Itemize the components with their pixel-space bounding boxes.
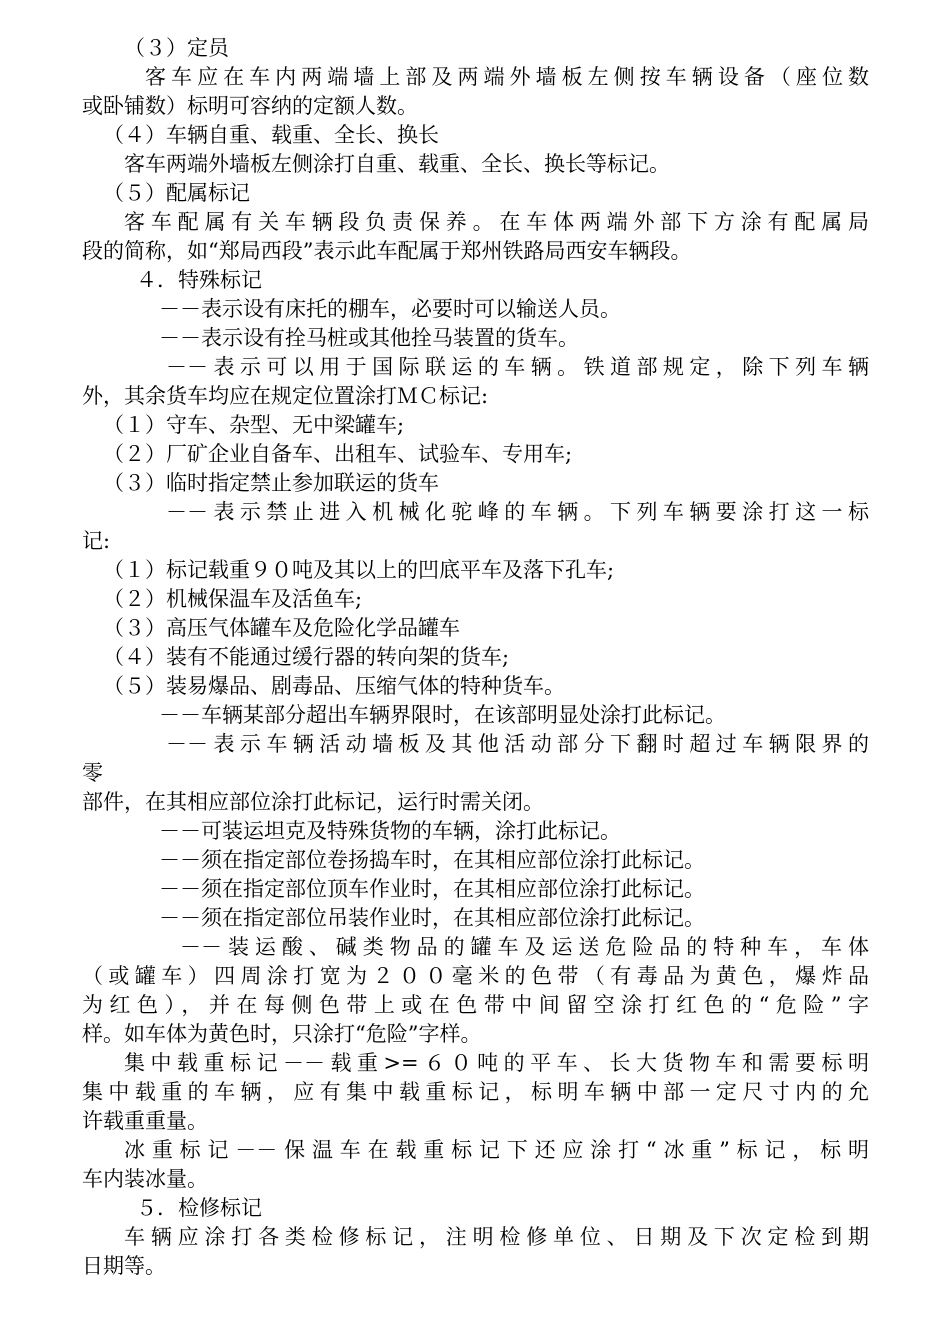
section-heading: ５．检修标记	[136, 1196, 262, 1220]
text-line: （１）标记载重９０吨及其以上的凹底平车及落下孔车;	[103, 558, 615, 582]
text-line: －－须在指定部位卷扬捣车时，在其相应部位涂打此标记。	[159, 848, 705, 872]
text-line: （３）临时指定禁止参加联运的货车	[103, 471, 439, 495]
text-line: 零	[82, 761, 103, 785]
text-line: （或罐车）四周涂打宽为２００毫米的色带（有毒品为黄色，爆炸品	[82, 964, 869, 988]
section-heading: ４．特殊标记	[136, 268, 262, 292]
text-line: （５）装易爆品、剧毒品、压缩气体的特种货车。	[103, 674, 565, 698]
text-line: 集中载重标记－－载重>=６０吨的平车、长大货物车和需要标明	[124, 1051, 869, 1075]
text-line: －－车辆某部分超出车辆界限时，在该部明显处涂打此标记。	[159, 703, 726, 727]
text-line: 或卧铺数）标明可容纳的定额人数。	[82, 94, 418, 118]
text-line: －－表示设有床托的棚车，必要时可以输送人员。	[159, 297, 621, 321]
text-line: 客车应在车内两端墙上部及两端外墙板左侧按车辆设备（座位数	[145, 65, 869, 89]
text-line: －－表示车辆活动墙板及其他活动部分下翻时超过车辆限界的	[166, 732, 869, 756]
text-line: 客车配属有关车辆段负责保养。在车体两端外部下方涂有配属局	[124, 210, 869, 234]
text-line: －－表示可以用于国际联运的车辆。铁道部规定，除下列车辆	[166, 355, 869, 379]
text-line: （５）配属标记	[103, 181, 250, 205]
text-line: （３）高压气体罐车及危险化学品罐车	[103, 616, 460, 640]
text-line: （１）守车、杂型、无中梁罐车;	[103, 413, 405, 437]
text-line: 外，其余货车均应在规定位置涂打ＭＣ标记:	[82, 384, 489, 408]
text-line: 冰重标记－－保温车在载重标记下还应涂打“冰重”标记，标明	[124, 1138, 869, 1162]
text-line: 车辆应涂打各类检修标记，注明检修单位、日期及下次定检到期	[124, 1225, 869, 1249]
text-line: 集中载重的车辆，应有集中载重标记，标明车辆中部一定尺寸内的允	[82, 1080, 869, 1104]
text-line: （４）车辆自重、载重、全长、换长	[103, 123, 439, 147]
text-line: －－装运酸、碱类物品的罐车及运送危险品的特种车，车体	[180, 935, 869, 959]
text-line: －－可装运坦克及特殊货物的车辆，涂打此标记。	[159, 819, 621, 843]
text-line: 日期等。	[82, 1254, 166, 1278]
text-line: 为红色），并在每侧色带上或在色带中间留空涂打红色的“危险”字	[82, 993, 869, 1017]
text-line: －－表示设有拴马桩或其他拴马装置的货车。	[159, 326, 579, 350]
text-line: －－须在指定部位顶车作业时，在其相应部位涂打此标记。	[159, 877, 705, 901]
text-line: 记:	[82, 529, 111, 553]
text-line: －－表示禁止进入机械化驼峰的车辆。下列车辆要涂打这一标	[166, 500, 869, 524]
text-line: 许载重重量。	[82, 1109, 208, 1133]
text-line: （３）定员	[124, 36, 229, 60]
text-line: 段的简称，如“郑局西段”表示此车配属于郑州铁路局西安车辆段。	[82, 239, 692, 263]
text-line: （４）装有不能通过缓行器的转向架的货车;	[103, 645, 510, 669]
text-line: －－须在指定部位吊装作业时，在其相应部位涂打此标记。	[159, 906, 705, 930]
text-line: 客车两端外墙板左侧涂打自重、载重、全长、换长等标记。	[124, 152, 670, 176]
text-line: （２）厂矿企业自备车、出租车、试验车、专用车;	[103, 442, 573, 466]
text-line: （２）机械保温车及活鱼车;	[103, 587, 363, 611]
text-line: 车内装冰量。	[82, 1167, 208, 1191]
text-line: 部件，在其相应部位涂打此标记，运行时需关闭。	[82, 790, 544, 814]
text-line: 样。如车体为黄色时，只涂打“危险”字样。	[82, 1022, 482, 1046]
